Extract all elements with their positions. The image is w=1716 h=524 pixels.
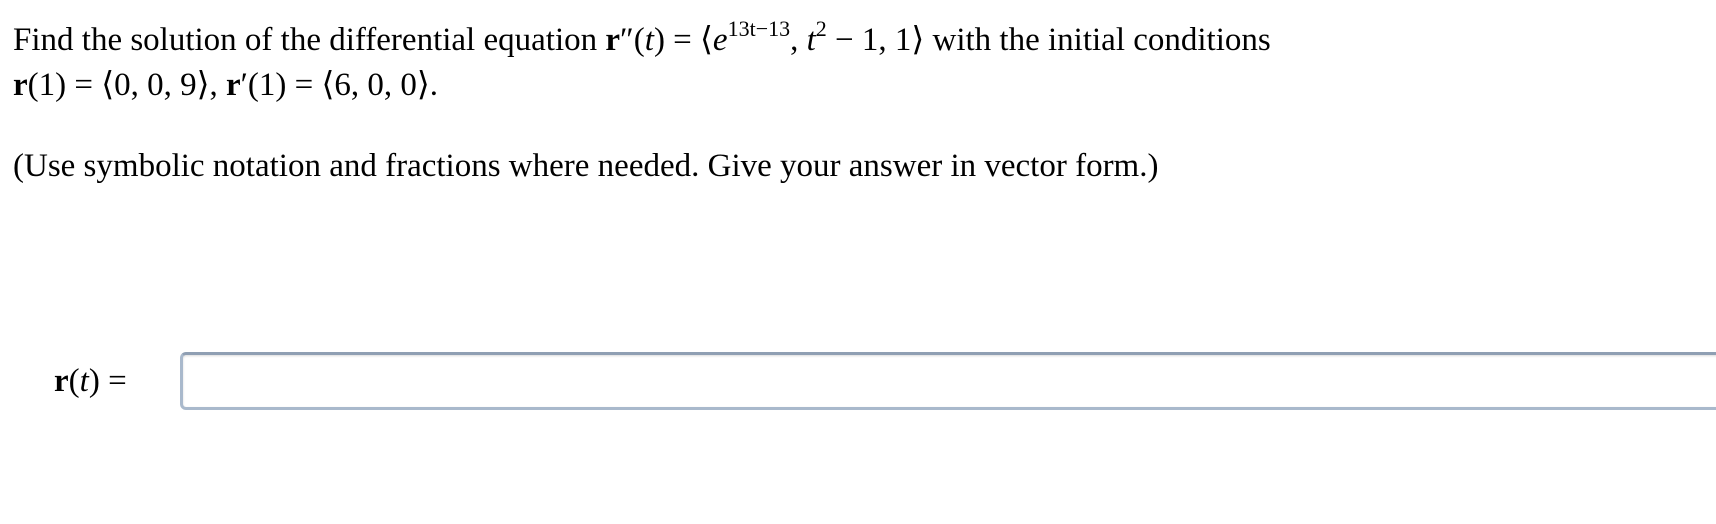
variable-t: t: [644, 22, 654, 58]
initial-condition-1: (1) = ⟨0, 0, 9⟩,: [27, 67, 226, 103]
variable-t-squared: t: [806, 22, 816, 58]
vector-r: r: [605, 22, 621, 58]
question-line-1: [13, 18, 1703, 63]
answer-row: [0, 352, 1716, 412]
square-exponent: 2: [815, 16, 827, 41]
vector-r-initial: r: [13, 67, 28, 103]
instructions-note: (Use symbolic notation and fractions where needed. Give your answer in vector form.): [13, 148, 1159, 184]
vector-r-prime: r: [226, 67, 241, 103]
answer-label-open: (: [68, 363, 80, 399]
equals-open-angle: ) = ⟨: [653, 22, 713, 58]
question-line-2: [13, 63, 1703, 108]
question-intro: Find the solution of the differential equation: [13, 22, 606, 58]
exponent: 13t−13: [727, 16, 791, 41]
answer-label-close: ) =: [88, 363, 127, 399]
comma: ,: [790, 22, 807, 58]
answer-label-t: t: [79, 363, 89, 399]
answer-label-r: r: [54, 363, 69, 399]
prime: ′: [240, 67, 248, 103]
initial-condition-2: (1) = ⟨6, 0, 0⟩.: [247, 67, 438, 103]
question-text: [13, 18, 1703, 189]
answer-input[interactable]: [180, 352, 1716, 410]
paren-open: (: [633, 22, 645, 58]
euler-e: e: [712, 22, 728, 58]
double-prime: ″: [620, 22, 634, 58]
answer-label: [54, 359, 127, 404]
question-rest: − 1, 1⟩ with the initial conditions: [826, 22, 1271, 58]
